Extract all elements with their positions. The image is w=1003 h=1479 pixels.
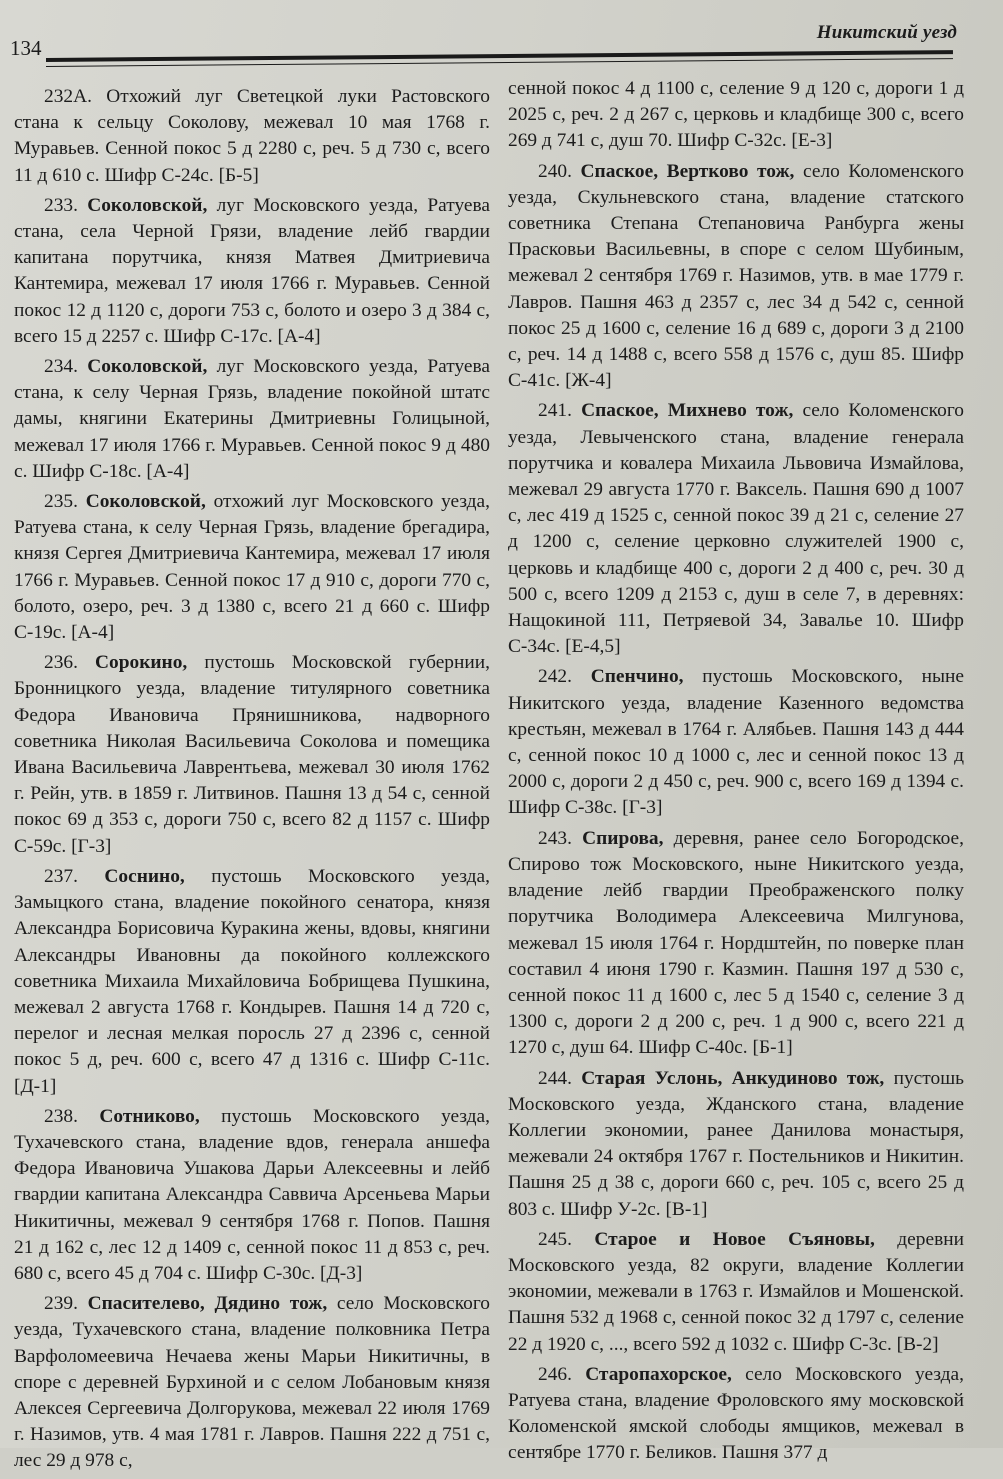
catalog-entry [14,84,490,189]
entry-text: село Коломенского уезда, Скульневского стана, владение статского советника Степана Степановича Ранбурга жены Прасковьи Васильевны, в споре с селом Шубиным, межевал 2 сентября 1769 г. Назимов, утв. в мае 1779 г. Лавров. Пашня 463 д 2357 с, лес 34 д 542 с, сенной покос 25 д 1600 с, селение 16 д 689 с, дороги 3 д 2100 с, реч. 14 д 1488 с, всего 558 д 1576 с, душ 85. Шифр С-41с. [Ж-4] [508,160,964,392]
catalog-entry [508,76,964,155]
entry-place-name: Соснино, [104,865,185,887]
catalog-entry [508,1227,964,1358]
entry-text: пустошь Московского уезда, Замыцкого стана, владение покойного сенатора, князя Александра Борисовича Куракина жены, вдовы, княгини Александры Ивановны да покойного коллежского советника Михаила Михайловича Бобрищева Пушкина, межевал 2 августа 1768 г. Кондырев. Пашня 14 д 720 с, перелог и лесная мелкая поросль 27 д 2396 с, сенной покос 5 д, реч. 600 с, всего 47 д 1316 с. Шифр С-11с. [Д-1] [14,865,490,1097]
catalog-entry [14,864,490,1100]
catalog-entry [508,664,964,821]
entry-text: село Московского уезда, Тухачевского стана, владение полковника Петра Варфоломеевича Нечаева жены Марьи Никитичны, в споре с деревней Бурхиной и с селом Лобановым князя Алексея Сергеевича Долгорукова, межевал 22 июля 1769 г. Назимов, утв. 4 мая 1781 г. Лавров. Пашня 222 д 751 с, лес 29 д 978 с, [14,1293,491,1472]
entry-number: 237. [44,865,78,887]
catalog-entry [14,1291,490,1474]
entry-place-name: Соколовской, [87,356,208,378]
entry-text: Отхожий луг Светецкой луки Растовского стана к сельцу Соколову, межевал 10 мая 1768 г. Муравьев. Сенной покос 5 д 2280 с, реч. 5 д 730 с, всего 11 д 610 с. Шифр С-24с. [Б-5] [14,86,490,186]
entry-place-name: Спирова, [582,827,664,849]
entry-text: деревня, ранее село Богородское, Спирово тож Московского, ныне Никитского уезда, владение лейб гвардии Преображенского полку порутчика Володимера Алексеевича Милгунова, межевал 15 июля 1764 г. Нордштейн, по поверке план составил 4 июня 1790 г. Казмин. Пашня 197 д 530 с, сенной покос 11 д 1600 с, лес 5 д 1540 с, селение 3 д 1300 с, дороги 2 д 200 с, реч. 1 д 900 с, всего 221 д 1270 с, душ 64. Шифр С-40с. [Б-1] [508,827,964,1059]
entry-text: отхожий луг Московского уезда, Ратуева стана, к селу Черная Грязь, владение брегадира, князя Сергея Дмитриевича Кантемира, межевал 17 июля 1766 г. Муравьев. Сенной покос 17 д 910 с, дороги 770 с, болото, озеро, реч. 3 д 1380 с, всего 21 д 660 с. Шифр С-19с. [А-4] [14,491,490,644]
entry-text: пустошь Московской губернии, Бронницкого уезда, владение титулярного советника Федора Ивановича Прянишникова, надворного советника Николая Васильевича Соколова и помещика Ивана Васильевича Лаврентьева, межевал 30 июля 1762 г. Рейн, утв. в 1859 г. Литвинов. Пашня 13 д 54 с, сенной покос 69 д 353 с, дороги 750 с, всего 82 д 1157 с. Шифр С-59с. [Г-3] [14,652,490,857]
entry-place-name: Спенчино, [590,666,684,688]
entry-text: деревни Московского уезда, 82 округи, владение Коллегии экономии, межевали в 1763 г. Измайлов и Мошенской. Пашня 532 д 1968 с, сенной покос 32 д 1797 с, селение 22 д 1920 с, ..., всего 592 д 1032 с. Шифр С-3с. [В-2] [508,1228,964,1355]
entry-place-name: Соколовской, [87,194,208,216]
entry-place-name: Соколовской, [85,491,206,513]
catalog-entry [14,193,490,350]
entry-number: 240. [538,160,572,182]
entry-number: 246. [538,1363,572,1385]
catalog-entry [508,1066,964,1223]
entry-text: село Коломенского уезда, Левыченского стана, владение генерала порутчика и ковалера Михаила Львовича Измайлова, межевал 29 августа 1770 г. Ваксель. Пашня 690 д 1007 с, лес 419 д 1525 с, сенной покос 39 д 21 с, селение 27 д 1200 с, селение церковно служителей 1900 с, церковь и кладбище 400 с, дороги 2 д 400 с, реч. 30 д 500 с, всего 1209 д 2153 с, душ в селе 7, в деревнях: Нащокиной 111, Петряевой 34, Завалье 10. Шифр С-34с. [Е-4,5] [508,400,964,658]
entry-number: 235. [44,491,78,513]
entry-number: 239. [44,1293,78,1315]
catalog-entry [508,398,964,660]
entry-text: пустошь Московского уезда, Жданского стана, владение Коллегии экономии, ранее Данилова монастыря, межевали 24 октября 1767 г. Постельников и Никитин. Пашня 25 д 38 с, дороги 660 с, реч. 105 с, всего 25 д 803 с. Шифр У-2с. [В-1] [508,1067,964,1220]
running-head: Никитский уезд [816,22,957,43]
entry-place-name: Спаское, Михнево тож, [581,400,794,422]
entry-text: село Московского уезда, Ратуева стана, владение Фроловского яму московской Коломенской ямской слободы ямщиков, межевал в сентябре 1770 г. Беликов. Пашня 377 д [508,1363,964,1464]
page-header [0,0,1003,80]
entry-place-name: Сорокино, [95,652,188,674]
entry-text: пустошь Московского уезда, Тухачевского стана, владение вдов, генерала аншефа Федора Ивановича Ушакова Дарьи Алексеевны и лейб гвардии капитана Александра Саввича Арсеньева Марьи Никитичны, межевал 9 сентября 1768 г. Попов. Пашня 21 д 162 с, лес 12 д 1409 с, сенной покос 11 д 853 с, реч. 680 с, всего 45 д 704 с. Шифр С-30с. [Д-3] [14,1105,490,1284]
entry-place-name: Спаское, Вертково тож, [580,160,795,182]
entry-number: 243. [538,827,572,849]
entry-text: пустошь Московского, ныне Никитского уезда, владение Казенного ведомства крестьян, межевал в 1764 г. Алябьев. Пашня 143 д 444 с, сенной покос 10 д 1000 с, лес и сенной покос 13 д 2000 с, дороги 2 д 450 с, реч. 900 с, всего 169 д 1394 с. Шифр С-38с. [Г-3] [508,666,964,819]
page-number: 134 [10,36,42,60]
entry-text: сенной покос 4 д 1100 с, селение 9 д 120 с, дороги 1 д 2025 с, реч. 2 д 267 с, церковь и кладбище 300 с, всего 269 д 741 с, душ 70. Шифр С-32с. [Е-3] [508,78,964,152]
entry-number: 234. [44,356,78,378]
entry-place-name: Спасителево, Дядино тож, [87,1293,328,1315]
entry-number: 242. [538,666,572,688]
entry-place-name: Старая Услонь, Анкудиново тож, [581,1067,885,1089]
entry-place-name: Старопахорское, [585,1363,732,1385]
entry-number: 238. [44,1105,78,1127]
entry-number: 236. [44,652,78,674]
entry-number: 233. [44,194,78,216]
entry-number: 232А. [44,86,92,107]
catalog-entry [508,1362,964,1467]
entry-number: 244. [538,1067,572,1089]
right-column [508,76,964,1471]
catalog-entry [14,489,490,646]
catalog-entry [14,650,490,860]
left-column [14,84,490,1479]
catalog-entry [14,1104,490,1287]
catalog-entry [508,159,964,395]
entry-number: 241. [538,400,572,422]
catalog-entry [14,354,490,485]
entry-number: 245. [538,1228,572,1250]
entry-place-name: Сотниково, [99,1105,200,1127]
catalog-entry [508,826,964,1062]
entry-place-name: Старое и Новое Съяновы, [594,1228,875,1250]
entry-text: луг Московского уезда, Ратуева стана, к селу Черная Грязь, владение покойной штатс дамы, княгини Екатерины Дмитриевны Голицыной, межевал 17 июля 1766 г. Муравьев. Сенной покос 9 д 480 с. Шифр С-18с. [А-4] [14,356,490,482]
entry-text: луг Московского уезда, Ратуева стана, села Черной Грязи, владение лейб гвардии капитана порутчика, князя Матвея Дмитриевича Кантемира, межевал 17 июля 1766 г. Муравьев. Сенной покос 12 д 1120 с, дороги 753 с, болото и озеро 3 д 384 с, всего 15 д 2257 с. Шифр С-17с. [А-4] [14,194,490,347]
